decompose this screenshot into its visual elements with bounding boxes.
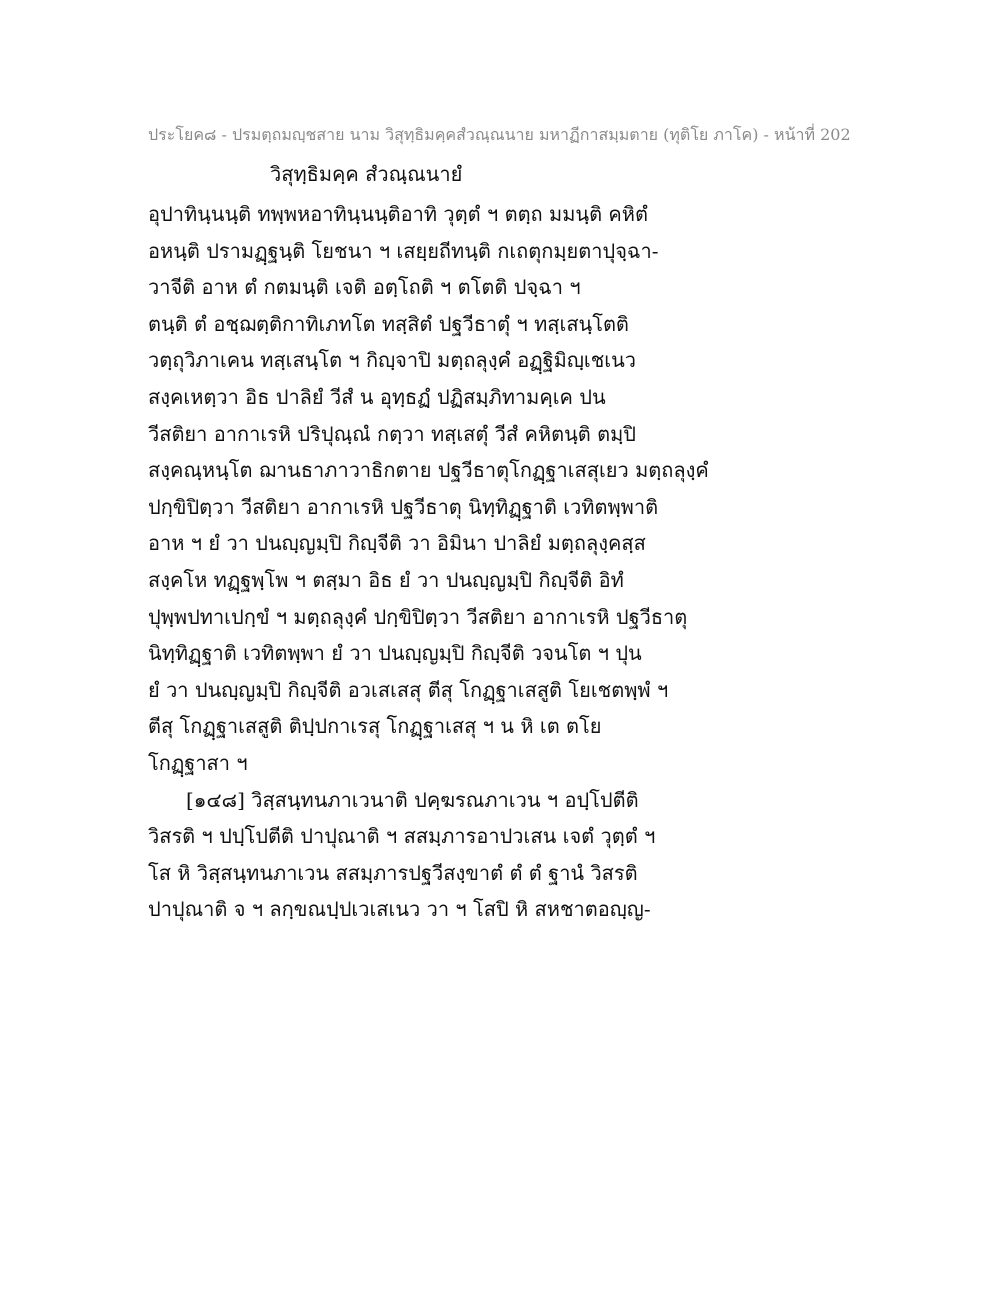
text-line: วิสรติ ฯ ปปฺโปตีติ ปาปุณาติ ฯ สสมฺภารอาปวเสน เจตํ วุตฺตํ ฯ (148, 824, 656, 849)
text-line: วตฺถุวิภาเคน ทสฺเสนฺโต ฯ กิญฺจาปิ มตฺถลุงฺคํ อฏฺฐิมิญฺเชเนว (148, 348, 637, 373)
text-line: ตีสุ โกฏฺฐาเสสูติ ติปฺปกาเรสุ โกฏฺฐาเสสุ ฯ น หิ เต ตโย (148, 714, 602, 739)
text-line: ตนฺติ ตํ อชฺฌตฺติกาทิเภทโต ทสฺสิตํ ปฐวีธาตุํ ฯ ทสฺเสนฺโตติ (148, 311, 629, 336)
text-line: สงฺคเหตฺวา อิธ ปาลิยํ วีสํ น อุทฺธฏํ ปฏิสมฺภิทามคฺเค ปน (148, 384, 606, 409)
section-title: วิสุทฺธิมคฺค สํวณฺณนายํ (270, 162, 463, 186)
text-line: ปุพฺพปทาเปกฺขํ ฯ มตฺถลุงฺคํ ปกฺขิปิตฺวา วีสติยา อากาเรหิ ปฐวีธาตุ (148, 604, 688, 629)
body-text (148, 196, 868, 928)
text-line: อุปาทินฺนนฺติ ทพฺพหอาทินฺนนฺติอาทิ วุตฺตํ ฯ ตตฺถ มมนฺติ คหิตํ (148, 202, 648, 226)
text-line: อาห ฯ ยํ วา ปนญฺญมฺปิ กิญฺจีติ วา อิมินา ปาลิยํ มตฺถลุงฺคสฺส (148, 531, 646, 556)
text-line: วีสติยา อากาเรหิ ปริปุณฺณํ กตฺวา ทสฺเสตุํ วีสํ คหิตนฺติ ตมฺปิ (148, 421, 636, 446)
paragraph-start-line: [๑๔๘] วิสฺสนฺทนภาเวนาติ ปคฺฆรณภาเวน ฯ อปฺโปตีติ (186, 787, 639, 812)
text-line: วาจีติ อาห ตํ กตมนฺติ เจติ อตฺโถติ ฯ ตโตติ ปจฺฉา ฯ (148, 275, 581, 300)
text-line: นิทฺทิฏฺฐาติ เวทิตพฺพา ยํ วา ปนญฺญมฺปิ กิญฺจีติ วจนโต ฯ ปุน (148, 641, 642, 666)
text-line: ปกฺขิปิตฺวา วีสติยา อากาเรหิ ปฐวีธาตุ นิทฺทิฏฺฐาติ เวทิตพฺพาติ (148, 494, 659, 519)
text-line: สงฺคณฺหนฺโต ฌานธาภาวาธิกตาย ปฐวีธาตุโกฏฺฐาเสสุเยว มตฺถลุงฺคํ (148, 458, 709, 483)
running-header: ประโยค๘ - ปรมตฺถมญฺชสาย นาม วิสุทฺธิมคฺคสํวณฺณนาย มหาฏีกาสมฺมตาย (ทุติโย ภาโค) - หน้าที่ 202 (148, 125, 851, 144)
text-line: อหนฺติ ปรามฏฺฐนฺติ โยชนา ฯ เสยฺยถีทนฺติ กเถตุกมฺยตาปุจฺฉา- (148, 238, 659, 263)
text-line: สงฺคโห ทฏฺฐพฺโพ ฯ ตสฺมา อิธ ยํ วา ปนญฺญมฺปิ กิญฺจีติ อิทํ (148, 567, 624, 592)
text-line: ยํ วา ปนญฺญมฺปิ กิญฺจีติ อวเสเสสุ ตีสุ โกฏฺฐาเสสูติ โยเชตพฺพํ ฯ (148, 677, 669, 702)
text-line: โส หิ วิสฺสนฺทนภาเวน สสมฺภารปฐวีสงฺขาตํ ตํ ตํ ฐานํ วิสรติ (148, 860, 638, 885)
text-line: โกฏฺฐาสา ฯ (148, 750, 248, 775)
text-line: ปาปุณาติ จ ฯ ลกฺขณปฺปเวเสเนว วา ฯ โสปิ หิ สหชาตอญฺญ- (148, 897, 651, 922)
